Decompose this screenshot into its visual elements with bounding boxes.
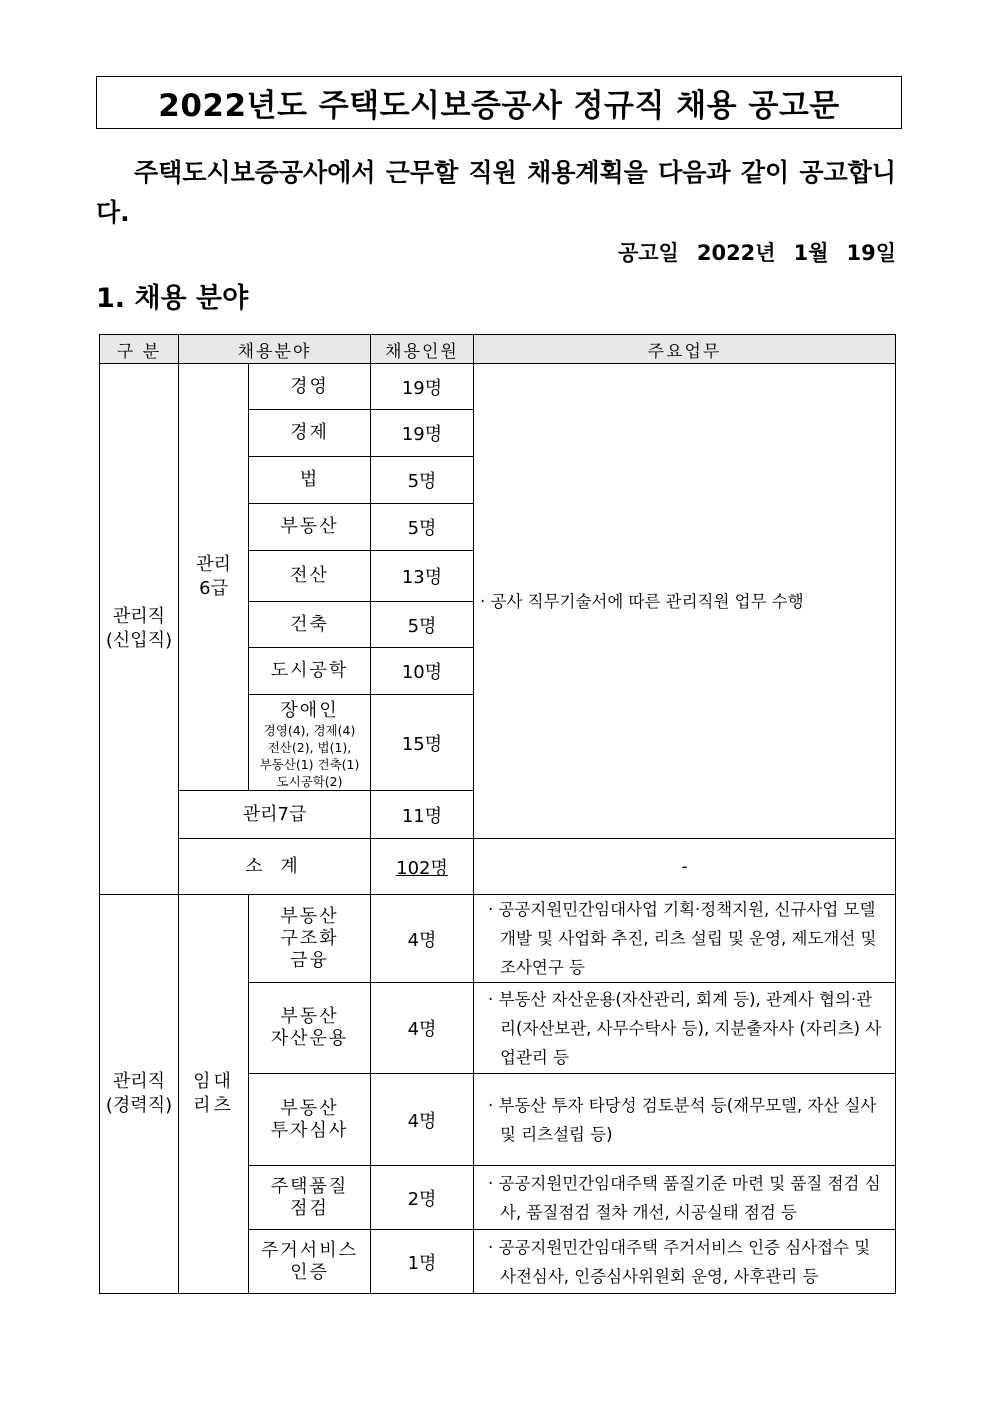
subtotal-label: 소 계 — [179, 839, 371, 895]
intro-text: 주택도시보증공사에서 근무할 직원 채용계획을 다음과 같이 공고합니다. — [96, 158, 896, 227]
field-cell: 부동산 자산운용 — [249, 983, 371, 1074]
count-cell: 5명 — [371, 602, 474, 648]
category-newhire: 관리직 (신입직) — [100, 364, 179, 895]
subtotal-row — [100, 839, 896, 895]
field-cell: 도시공학 — [249, 648, 371, 695]
date-label: 공고일 — [617, 241, 679, 265]
count-cell: 11명 — [371, 791, 474, 839]
count-cell: 5명 — [371, 457, 474, 504]
header-duty: 주요업무 — [474, 335, 896, 364]
field-cell: 부동산 투자심사 — [249, 1074, 371, 1166]
count-cell: 10명 — [371, 648, 474, 695]
count-cell: 4명 — [371, 983, 474, 1074]
table-row — [100, 364, 896, 410]
field-cell: 경제 — [249, 410, 371, 457]
field-cell: 부동산 구조화 금융 — [249, 895, 371, 983]
field-cell: 법 — [249, 457, 371, 504]
subtotal-duty: - — [474, 839, 896, 895]
field-cell: 주택품질 점검 — [249, 1166, 371, 1230]
count-cell: 4명 — [371, 1074, 474, 1166]
duty-cell: · 공사 직무기술서에 따른 관리직원 업무 수행 — [474, 364, 896, 839]
section-title: 1. 채용 분야 — [96, 283, 249, 314]
disabled-breakdown: 경영(4), 경제(4) 전산(2), 법(1), 부동산(1) 건축(1) 도시공학(2) — [259, 722, 360, 789]
count-cell: 19명 — [371, 410, 474, 457]
page-title: 2022년도 주택도시보증공사 정규직 채용 공고문 — [96, 76, 902, 129]
header-field: 채용분야 — [179, 335, 371, 364]
subcategory-grade6: 관리 6급 — [179, 364, 249, 791]
recruitment-table — [99, 334, 896, 1294]
field-cell: 주거서비스 인증 — [249, 1230, 371, 1294]
field-cell: 부동산 — [249, 504, 371, 551]
count-cell: 2명 — [371, 1166, 474, 1230]
count-cell: 4명 — [371, 895, 474, 983]
subcategory-reits: 임대 리츠 — [179, 895, 249, 1294]
count-cell: 19명 — [371, 364, 474, 410]
header-category: 구 분 — [100, 335, 179, 364]
announcement-date — [618, 237, 896, 267]
field-cell: 경영 — [249, 364, 371, 410]
date-day: 19일 — [846, 241, 896, 265]
date-month: 1월 — [793, 241, 829, 265]
header-count: 채용인원 — [371, 335, 474, 364]
date-year: 2022년 — [696, 241, 776, 265]
count-cell: 5명 — [371, 504, 474, 551]
count-cell: 1명 — [371, 1230, 474, 1294]
duty-cell: · 부동산 자산운용(자산관리, 회계 등), 관계사 협의·관리(자산보관, 사무수탁사 등), 지분출자사 (자리츠) 사업관리 등 — [474, 983, 896, 1074]
count-cell: 13명 — [371, 551, 474, 602]
disabled-title: 장애인 — [280, 699, 339, 721]
table-header-row — [100, 335, 896, 364]
category-experienced: 관리직 (경력직) — [100, 895, 179, 1294]
field-cell-grade7: 관리7급 — [179, 791, 371, 839]
count-cell: 15명 — [371, 695, 474, 791]
table-row — [100, 895, 896, 983]
duty-cell: · 공공지원민간임대주택 품질기준 마련 및 품질 점검 심사, 품질점검 절차 개선, 시공실태 점검 등 — [474, 1166, 896, 1230]
field-cell: 전산 — [249, 551, 371, 602]
duty-cell: · 부동산 투자 타당성 검토분석 등(재무모델, 자산 실사 및 리츠설립 등) — [474, 1074, 896, 1166]
duty-cell: · 공공지원민간임대사업 기획·정책지원, 신규사업 모델 개발 및 사업화 추진, 리츠 설립 및 운영, 제도개선 및 조사연구 등 — [474, 895, 896, 983]
field-cell: 건축 — [249, 602, 371, 648]
field-cell-disabled — [249, 695, 371, 791]
subtotal-count: 102명 — [371, 839, 474, 895]
intro-paragraph — [96, 153, 896, 233]
duty-cell: · 공공지원민간임대주택 주거서비스 인증 심사접수 및 사전심사, 인증심사위원회 운영, 사후관리 등 — [474, 1230, 896, 1294]
